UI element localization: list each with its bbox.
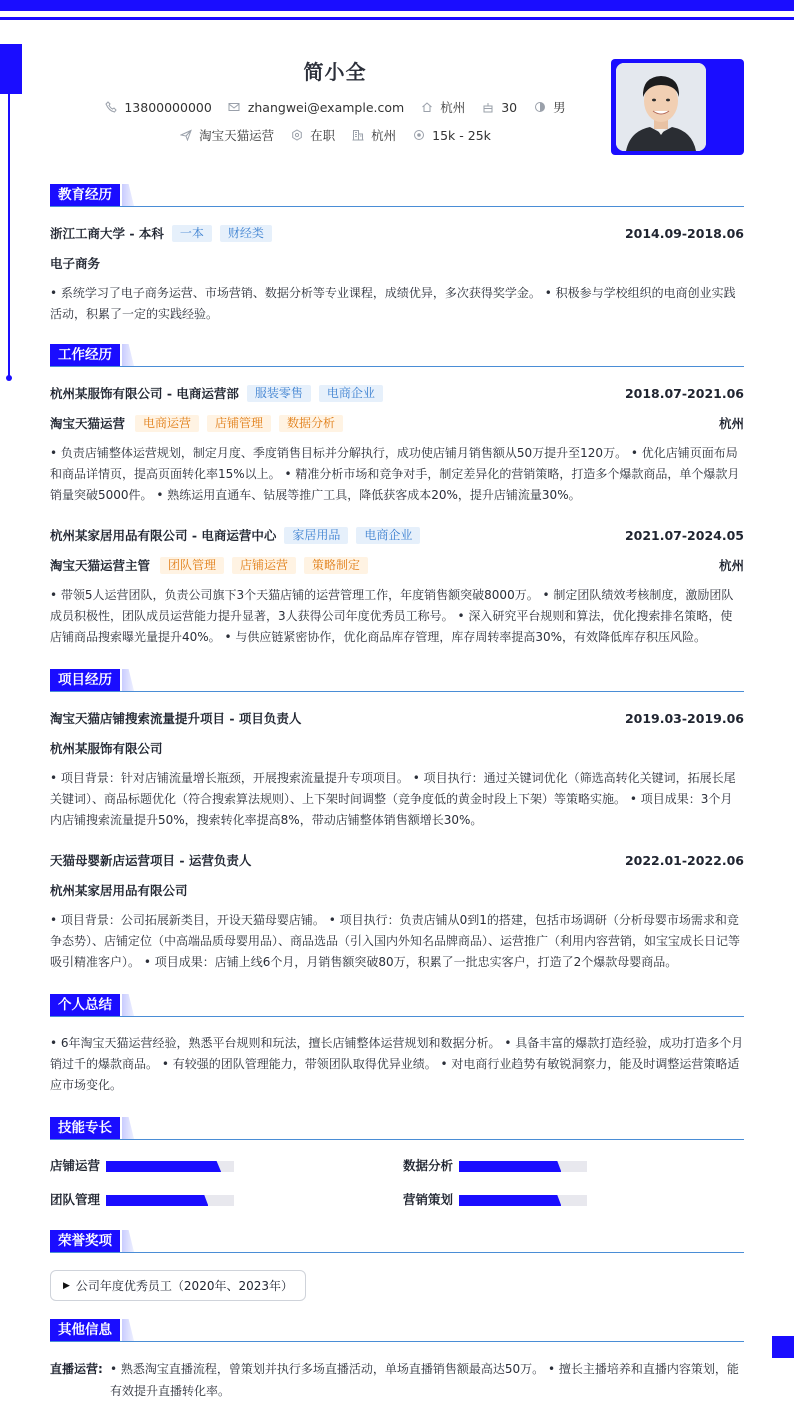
project-description: • 项目背景：公司拓展新类目，开设天猫母婴店铺。 • 项目执行：负责店铺从0到1的搭建，包括市场调研（分析母婴市场需求和竞争态势）、店铺定位（中高端品质母婴用品）、商品选品（引入国内外知名品牌商品）、运营推广（利用内容营销，如宝宝成长日记等吸引精准客户）。 • 项目成果：店铺上线6个月，月销售额突破80万，积累了一批忠实客户，打造了2个爆款母婴商品。 <box>50 913 741 969</box>
left-accent-block <box>0 44 22 94</box>
age-item <box>481 100 517 115</box>
phone-text: 13800000000 <box>124 99 212 115</box>
award-text: 公司年度优秀员工（2020年、2023年） <box>75 1279 294 1293</box>
work-location: 杭州 <box>718 416 744 431</box>
section-other-title: 其他信息 <box>50 1319 120 1341</box>
section-rule <box>50 1341 744 1342</box>
candidate-name: 简小全 <box>303 60 367 84</box>
work-date: 2018.07-2021.06 <box>624 385 744 401</box>
section-other-header <box>50 1319 744 1341</box>
section-education-header <box>50 184 744 206</box>
building-icon <box>351 129 364 142</box>
project-title-row <box>50 708 744 728</box>
project-title-row <box>50 850 744 870</box>
section-rule <box>50 1139 744 1140</box>
education-date: 2014.09-2018.06 <box>624 225 744 241</box>
right-accent-block <box>772 1336 794 1358</box>
role-name: 淘宝天猫运营主管 <box>50 558 151 573</box>
education-tag: 财经类 <box>220 225 272 242</box>
section-awards-title: 荣誉奖项 <box>50 1230 120 1252</box>
section-projects-title: 项目经历 <box>50 669 120 691</box>
section-summary-title: 个人总结 <box>50 994 120 1016</box>
education-tag: 一本 <box>172 225 212 242</box>
mail-icon <box>228 101 241 114</box>
salary-item <box>412 128 491 143</box>
project-date: 2022.01-2022.06 <box>624 852 744 868</box>
work-location: 杭州 <box>718 558 744 573</box>
work-role-row <box>50 555 744 575</box>
gender-text: 男 <box>553 100 566 115</box>
project-date: 2019.03-2019.06 <box>624 710 744 726</box>
role-tag: 店铺运营 <box>232 557 296 574</box>
project-org-row <box>50 880 744 900</box>
role-tag: 数据分析 <box>279 415 343 432</box>
role-name: 淘宝天猫运营 <box>50 416 126 431</box>
major-row <box>50 253 744 273</box>
other-info-label: 直播运营: <box>50 1362 103 1376</box>
section-work-title: 工作经历 <box>50 344 120 366</box>
section-rule <box>50 1016 744 1017</box>
company-tag: 服装零售 <box>247 385 311 402</box>
city-item <box>420 98 465 116</box>
email-item <box>228 100 404 115</box>
section-tab-shade <box>122 1230 134 1252</box>
coin-icon <box>412 129 425 142</box>
summary-text: • 6年淘宝天猫运营经验，熟悉平台规则和玩法，擅长店铺整体运营规划和数据分析。 • 具备丰富的爆款打造经验，成功打造多个月销过千的爆款商品。 • 有较强的团队管理能力，带领团队取得优异业绩。 • 对电商行业趋势有敏锐洞察力，能及时调整运营策略适应市场变化。 <box>50 1036 744 1092</box>
skill-bar <box>106 1161 234 1172</box>
status-text: 在职 <box>310 128 336 143</box>
skill-bar <box>459 1195 587 1206</box>
skill-bar-fill <box>459 1161 561 1172</box>
project-org: 杭州某服饰有限公司 <box>50 741 163 756</box>
project-title: 天猫母婴新店运营项目 - 运营负责人 <box>50 853 252 868</box>
skill-label: 数据分析 <box>403 1158 454 1173</box>
phone-item <box>104 100 211 115</box>
section-tab-shade <box>122 184 134 206</box>
section-skills-header <box>50 1117 744 1139</box>
age-text: 30 <box>501 99 518 115</box>
company-tag: 家居用品 <box>284 527 348 544</box>
send-icon <box>179 129 192 142</box>
position-item <box>179 126 274 144</box>
skill-label: 营销策划 <box>403 1192 454 1207</box>
phone-icon <box>104 101 117 114</box>
role-tag: 策略制定 <box>304 557 368 574</box>
section-rule <box>50 1252 744 1253</box>
job-intent-row <box>50 124 610 146</box>
role-tag: 团队管理 <box>160 557 224 574</box>
work-description: • 带领5人运营团队，负责公司旗下3个天猫店铺的运营管理工作，年度销售额突破8000万。 • 制定团队绩效考核制度，激励团队成员积极性，团队成员运营能力提升显著，3人获得公司年度优秀员工称号。 • 深入研究平台规则和算法，优化搜索排名策略，使店铺商品搜索曝光量提升40%。 • 与供应链紧密协作，优化商品库存管理，库存周转率提高30%，有效降低库存积压风险。 <box>50 588 734 644</box>
gender-item <box>533 98 566 116</box>
section-summary-header <box>50 994 744 1016</box>
salary-text: 15k - 25k <box>432 127 491 143</box>
section-skills-title: 技能专长 <box>50 1117 120 1139</box>
email-text: zhangwei@example.com <box>247 99 405 115</box>
home-icon <box>420 101 433 114</box>
age-icon <box>481 101 494 114</box>
section-tab-shade <box>122 344 134 366</box>
education-row <box>50 223 744 243</box>
project-org: 杭州某家居用品有限公司 <box>50 883 188 898</box>
section-tab-shade <box>122 1319 134 1341</box>
work-company-row <box>50 383 744 403</box>
project-title: 淘宝天猫店铺搜索流量提升项目 - 项目负责人 <box>50 711 302 726</box>
section-tab-shade <box>122 669 134 691</box>
work-role-row <box>50 413 744 433</box>
avatar <box>616 63 706 151</box>
section-projects-header <box>50 669 744 691</box>
top-accent-line <box>0 17 794 20</box>
gear-icon <box>290 129 303 142</box>
project-org-row <box>50 738 744 758</box>
company-name: 杭州某服饰有限公司 - 电商运营部 <box>50 386 239 401</box>
section-awards-header <box>50 1230 744 1252</box>
section-education-title: 教育经历 <box>50 184 120 206</box>
company-tag: 电商企业 <box>356 527 420 544</box>
top-accent-bar <box>0 0 794 11</box>
section-tab-shade <box>122 994 134 1016</box>
left-accent-line <box>8 94 10 378</box>
skill-bar-fill <box>459 1195 561 1206</box>
gender-icon <box>533 101 546 114</box>
section-rule <box>50 206 744 207</box>
skill-bar <box>106 1195 234 1206</box>
contact-row <box>50 96 610 118</box>
city-text: 杭州 <box>440 100 466 115</box>
target-city-text: 杭州 <box>371 128 397 143</box>
education-description: • 系统学习了电子商务运营、市场营销、数据分析等专业课程，成绩优异，多次获得奖学金。 • 积极参与学校组织的电商创业实践活动，积累了一定的实践经验。 <box>50 286 736 321</box>
role-tag: 电商运营 <box>135 415 199 432</box>
skill-bar-fill <box>106 1195 208 1206</box>
position-text: 淘宝天猫运营 <box>199 128 275 143</box>
section-rule <box>50 691 744 692</box>
school-name: 浙江工商大学 - 本科 <box>50 226 164 241</box>
award-item[interactable] <box>50 1270 306 1301</box>
section-tab-shade <box>122 1117 134 1139</box>
work-description: • 负责店铺整体运营规划，制定月度、季度销售目标并分解执行，成功使店铺月销售额从50万提升至120万。 • 优化店铺页面布局和商品详情页，提高页面转化率15%以上。 • 精准分析市场和竞争对手，制定差异化的营销策略，打造多个爆款商品，单个爆款月销量突破5000件。 • 熟练运用直通车、钻展等推广工具，降低获客成本20%，提升店铺流量30%。 <box>50 446 740 502</box>
company-tag: 电商企业 <box>319 385 383 402</box>
triangle-right-icon: ▶ <box>63 1280 70 1291</box>
project-description: • 项目背景：针对店铺流量增长瓶颈，开展搜索流量提升专项项目。 • 项目执行：通过关键词优化（筛选高转化关键词，拓展长尾关键词）、商品标题优化（符合搜索算法规则）、上下架时间调整（竞争度低的黄金时段上下架）等策略实施。 • 项目成果：3个月内店铺搜索流量提升50%，搜索转化率提高8%，带动店铺整体销售额增长30%。 <box>50 771 736 827</box>
left-accent-dot <box>6 375 12 381</box>
role-tag: 店铺管理 <box>207 415 271 432</box>
skill-bar <box>459 1161 587 1172</box>
work-company-row <box>50 525 744 545</box>
skill-bar-fill <box>106 1161 221 1172</box>
section-work-header <box>50 344 744 366</box>
profile-photo-frame <box>611 59 744 155</box>
other-info-text: • 熟悉淘宝直播流程，曾策划并执行多场直播活动，单场直播销售额最高达50万。 • 擅长主播培养和直播内容策划，能有效提升直播转化率。 <box>110 1362 739 1398</box>
skill-label: 店铺运营 <box>50 1158 101 1173</box>
resume-header <box>50 58 610 146</box>
company-name: 杭州某家居用品有限公司 - 电商运营中心 <box>50 528 277 543</box>
section-rule <box>50 366 744 367</box>
skill-label: 团队管理 <box>50 1192 101 1207</box>
target-city-item <box>351 126 396 144</box>
status-item <box>290 126 335 144</box>
major-name: 电子商务 <box>50 256 101 271</box>
work-date: 2021.07-2024.05 <box>624 527 744 543</box>
other-info-row <box>50 1358 744 1402</box>
